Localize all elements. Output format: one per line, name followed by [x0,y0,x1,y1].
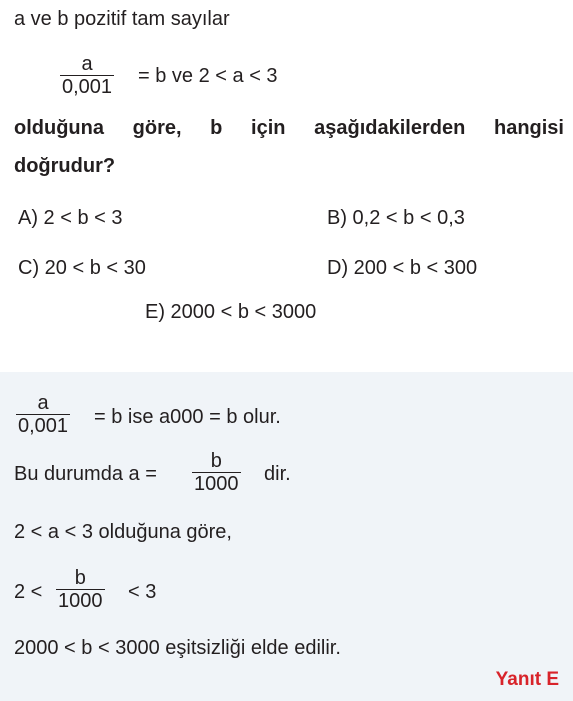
option-e[interactable]: E) 2000 < b < 3000 [145,301,317,323]
fraction-numerator: a [37,392,49,414]
solution-step4-fraction [56,567,105,612]
solution-step4-suffix: < 3 [128,581,157,603]
solution-step2-fraction [192,450,241,495]
fraction-numerator: a [81,53,93,75]
option-a[interactable]: A) 2 < b < 3 [18,207,123,229]
fraction-denominator: 0,001 [18,415,69,437]
solution-panel [0,372,573,701]
fraction-denominator: 1000 [194,473,239,495]
fraction-numerator: b [74,567,86,589]
option-b[interactable]: B) 0,2 < b < 0,3 [327,207,465,229]
question-condition: = b ve 2 < a < 3 [138,65,278,87]
solution-step2-prefix: Bu durumda a = [14,463,157,485]
question-intro: a ve b pozitif tam sayılar [14,8,230,30]
answer-label: Yanıt E [495,669,559,690]
question-prompt-line1: olduğuna göre, b için aşağıdakilerden hangisi [14,117,564,139]
solution-step5: 2000 < b < 3000 eşitsizliği elde edilir. [14,637,341,659]
option-c[interactable]: C) 20 < b < 30 [18,257,146,279]
question-prompt-line2: doğrudur? [14,155,116,177]
question-fraction [60,53,114,98]
solution-step4-prefix: 2 < [14,581,43,603]
fraction-denominator: 1000 [58,590,103,612]
fraction-denominator: 0,001 [62,76,113,98]
solution-step1-text: = b ise a000 = b olur. [94,406,281,428]
fraction-numerator: b [210,450,222,472]
solution-step2-suffix: dir. [264,463,291,485]
solution-step3: 2 < a < 3 olduğuna göre, [14,521,232,543]
solution-step1-fraction [16,392,70,437]
option-d[interactable]: D) 200 < b < 300 [327,257,478,279]
